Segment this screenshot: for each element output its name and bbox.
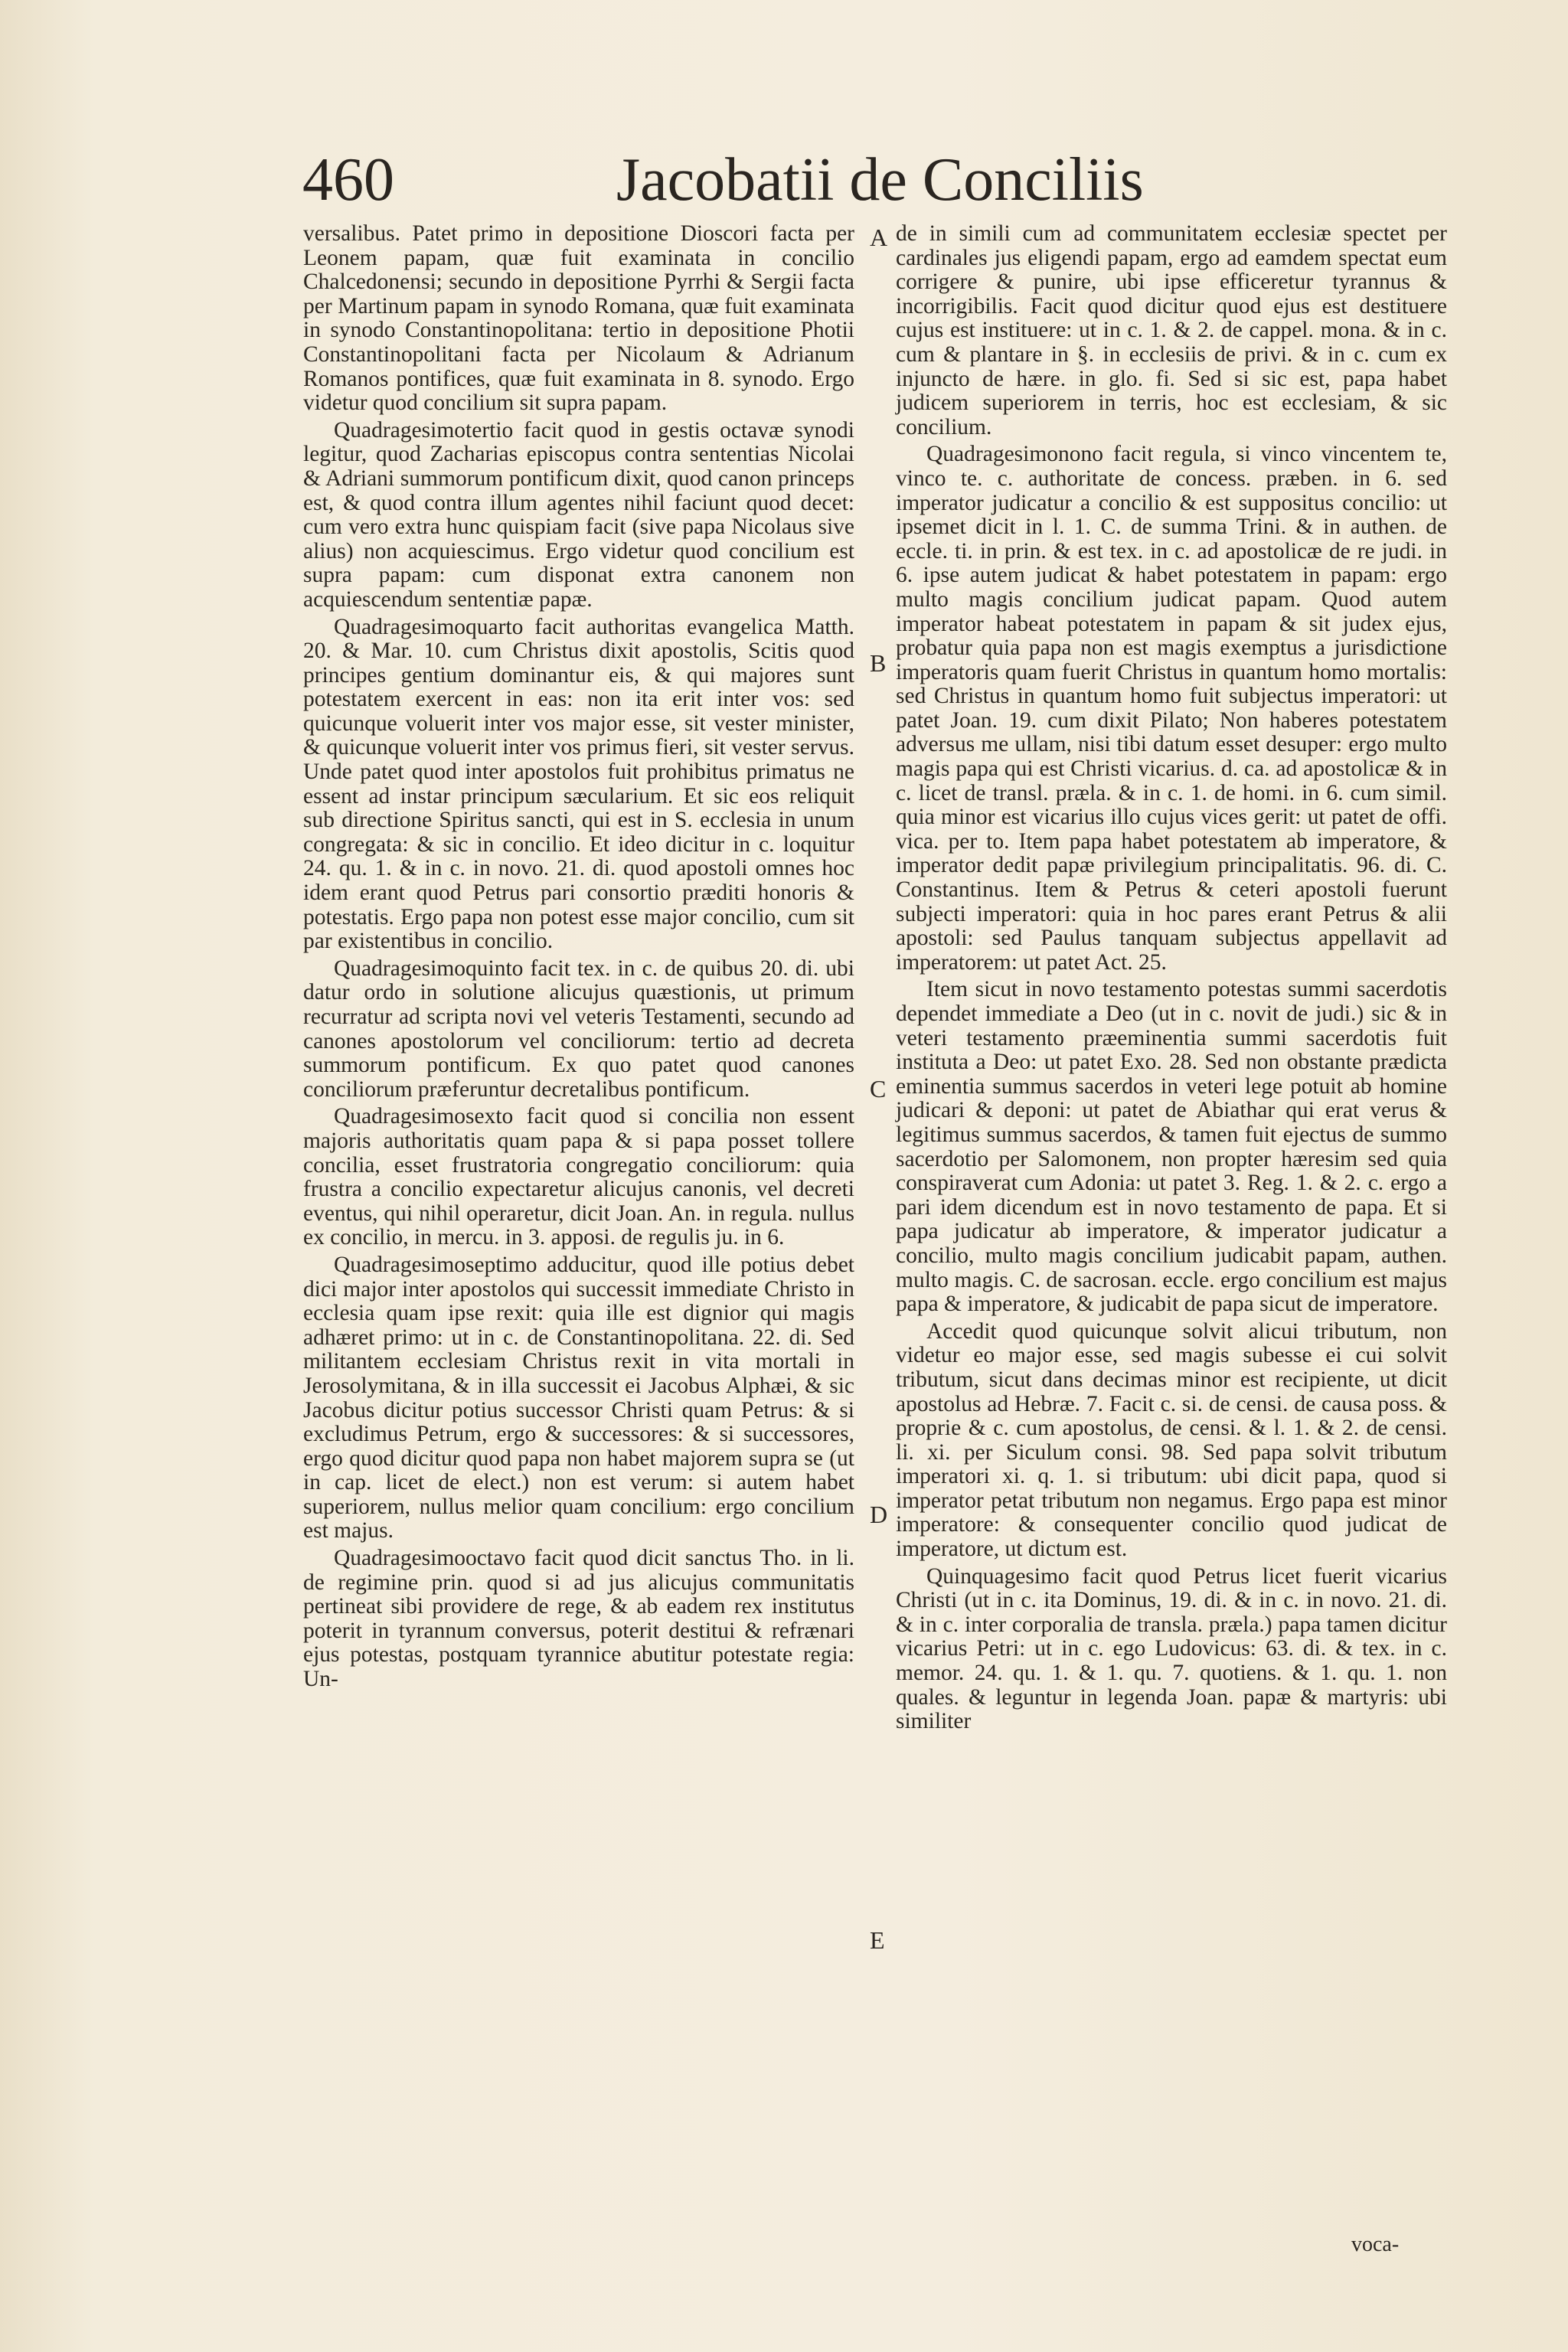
paragraph: Accedit quod quicunque solvit alicui tributum, non videtur eo major esse, sed magis subesse ei cui solvit tributum, sicut dans decimas minor est recipiente, ut dicit apostolus ad Hebræ. 7. Facit c. si. de censi. de causa poss. & proprie & c. cum apostolus, de censi. & l. 1. & 2. de censi. li. xi. per Siculum consi. 98. Sed papa solvit tributum imperatori xi. q. 1. si tributum: ubi dicit papa, quod si imperator petat tributum non negamus. Ergo papa est minor imperatore: & consequenter concilio quod judicat de imperatore, ut dictum est. <box>896 1318 1447 1562</box>
paragraph: Item sicut in novo testamento potestas summi sacerdotis dependet immediate a Deo (ut in c. novit de judi.) sic & in veteri testamento præeminentia summi sacerdotis fuit instituta a Deo: ut patet Exo. 28. Sed non obstante prædicta eminentia summus sacerdos in veteri lege potuit ab homine judicari & deponi: ut patet de Abiathar qui erat verus & legitimus summus sacerdos, & tamen fuit ejectus de summo sacerdotio per Salomonem, non propter hæresim sed quia conspiraverat cum Adonia: ut patet 3. Reg. 1. & 2. c. ergo a pari idem dicendum est in novo testamento de papa. Et si papa judicatur ab imperatore, & imperator judicatur a concilio, multo magis concilium judicabit papam, authen. multo magis. C. de sacrosan. eccle. ergo concilium est majus papa & imperatore, & judicabit de papa sicut de imperatore. <box>896 977 1447 1317</box>
page-header <box>302 145 1374 230</box>
paragraph: de in simili cum ad communitatem ecclesiæ spectet per cardinales jus eligendi papam, ergo ad eamdem spectat eum corrigere & punire, ubi ipse efficeretur tyrannus & incorrigibilis. Facit quod dicitur quod ejus est destituere cujus est instituere: ut in c. 1. & 2. de cappel. mona. & in c. cum & plantare in §. in ecclesiis de privi. & in c. cum ex injuncto de hære. in glo. fi. Sed si sic est, papa habet judicem superiorem in terris, hoc est ecclesiam, & sic concilium. <box>896 221 1447 439</box>
paragraph: Quadragesimoquinto facit tex. in c. de quibus 20. di. ubi datur ordo in solutione alicujus quæstionis, ut primum recurratur ad scripta novi vel veteris Testamenti, secundo ad canones apostolorum vel conciliorum: tertio ad decreta summorum pontificum. Ex quo patet quod canones conciliorum præferuntur decretalibus pontificum. <box>303 956 854 1102</box>
margin-letter-e: E <box>870 1926 885 1954</box>
margin-letter-d: D <box>870 1501 888 1528</box>
paragraph: Quadragesimoseptimo adducitur, quod ille potius debet dici major inter apostolos qui successit immediate Christo in ecclesia quam ipse rexit: quia ille est dignior qui magis adhæret primo: ut in c. de Constantinopolitana. 22. di. Sed militantem ecclesiam Christus rexit in vita mortali in Jerosolymitana, & in illa successit ei Jacobus Alphæi, & sic Jacobus dicitur potius successor Christi quam Petrus: & si excludimus Petrum, ergo & successores: & si successores, ergo quod dicitur quod papa non habet majorem supra se (ut in cap. licet de elect.) non est verum: si autem habet superiorem, nullus melior quam concilium: ergo concilium est majus. <box>303 1252 854 1544</box>
paragraph: Quadragesimosexto facit quod si concilia non essent majoris authoritatis quam papa & si papa posset tollere concilia, esset frustratoria congregatio conciliorum: quia frustra a concilio expectaretur alicujus canonis, vel decreti eventus, qui nihil operaretur, dicit Joan. An. in regula. nullus ex concilio, in mercu. in 3. apposi. de regulis ju. in 6. <box>303 1104 854 1250</box>
margin-letter-a: A <box>870 224 888 251</box>
paragraph: Quadragesimoquarto facit authoritas evangelica Matth. 20. & Mar. 10. cum Christus dixit apostolis, Scitis quod principes gentium dominantur eis, & qui majores sunt potestatem exercent in eas: non ita erit inter vos: sed quicunque voluerit inter vos major esse, sit vester minister, & quicunque voluerit inter vos primus fieri, sit vester servus. Unde patet quod inter apostolos fuit prohibitus primatus ne essent ad instar principum sæcularium. Et sic eos reliquit sub directione Spiritus sancti, qui est in S. ecclesia in unum congregata: & sic in concilio. Et ideo dicitur in c. loquitur 24. qu. 1. & in c. in novo. 21. di. quod apostoli omnes hoc idem erant quod Petrus pari consortio præditi honoris & potestatis. Ergo papa non potest esse major concilio, cum sit par existentibus in concilio. <box>303 614 854 954</box>
paragraph: Quadragesimooctavo facit quod dicit sanctus Tho. in li. de regimine prin. quod si ad jus alicujus communitatis pertineat sibi providere de rege, & ab eadem rex institutus poterit in tyrannum conversus, poterit destitui & refrænari ejus potestas, postquam tyrannice abutitur potestate regia: Un- <box>303 1546 854 1692</box>
catchword: voca- <box>1351 2233 1400 2256</box>
left-column <box>303 222 854 1695</box>
right-column <box>896 222 1447 1737</box>
paragraph: Quadragesimonono facit regula, si vinco vincentem te, vinco te. c. authoritate de concess. præben. in 6. sed imperator judicatur a concilio & est suppositus concilio: ut ipsemet dicit in l. 1. C. de summa Trini. & in authen. de eccle. ti. in prin. & est tex. in c. ad apostolicæ de re judi. in 6. ipse autem judicat & habet potestatem in papam: ergo multo magis concilium judicat papam. Quod autem imperator habeat potestatem in papam & sit judex ejus, probatur quia papa non est magis exemptus a jurisdictione imperatoris quam fuerit Christus in quantum homo mortalis: sed Christus in quantum homo fuit subjectus imperatori: ut patet Joan. 19. cum dixit Pilato; Non haberes potestatem adversus me ullam, nisi tibi datum esset desuper: ergo multo magis papa qui est Christi vicarius. d. ca. ad apostolicæ & in c. licet de transl. præla. & in c. 1. de homi. in 6. cum simil. quia minor est vicarius illo cujus vices gerit: ut patet de offi. vica. per to. Item papa habet potestatem ab imperatore, & imperator dedit papæ privilegium principalitatis. 96. di. C. Constantinus. Item & Petrus & ceteri apostoli fuerunt subjecti imperatori: quia in hoc pares erant Petrus & alii apostoli: sed Paulus tanquam subjectus appellavit ad imperatorem: ut patet Act. 25. <box>896 442 1447 975</box>
margin-letter-b: B <box>870 649 887 677</box>
paragraph: Quinquagesimo facit quod Petrus licet fuerit vicarius Christi (ut in c. ita Dominus, 19. di. & in c. in novo. 21. di. & in c. inter corporalia de transla. præla.) papa tamen dicitur vicarius Petri: ut in c. ego Ludovicus: 63. di. & tex. in c. memor. 24. qu. 1. & 1. qu. 7. quotiens. & 1. qu. 1. non quales. & leguntur in legenda Joan. papæ & martyris: ubi similiter <box>896 1563 1447 1734</box>
paragraph: Quadragesimotertio facit quod in gestis octavæ synodi legitur, quod Zacharias episcopus contra sententias Nicolai & Adriani summorum pontificum dixit, quod canon princeps est, & quod contra illum agentes nihil faciunt quod decet: cum vero extra hunc quispiam facit (sive papa Nicolaus sive alius) non acquiescimus. Ergo videtur quod concilium est supra papam: cum disponat extra canonem non acquiescendum sententiæ papæ. <box>303 417 854 612</box>
running-title: Jacobatii de Conciliis <box>616 146 1144 214</box>
paragraph: versalibus. Patet primo in depositione Dioscori facta per Leonem papam, quæ fuit examinata in concilio Chalcedonensi; secundo in depositione Pyrrhi & Sergii facta per Martinum papam in synodo Romana, quæ fuit examinata in synodo Constantinopolitana: tertio in depositione Photii Constantinopolitani facta per Nicolaum & Adrianum Romanos pontifices, quæ fuit examinata in 8. synodo. Ergo videtur quod concilium sit supra papam. <box>303 221 854 416</box>
margin-letter-c: C <box>870 1075 887 1102</box>
page-number: 460 <box>302 146 394 214</box>
